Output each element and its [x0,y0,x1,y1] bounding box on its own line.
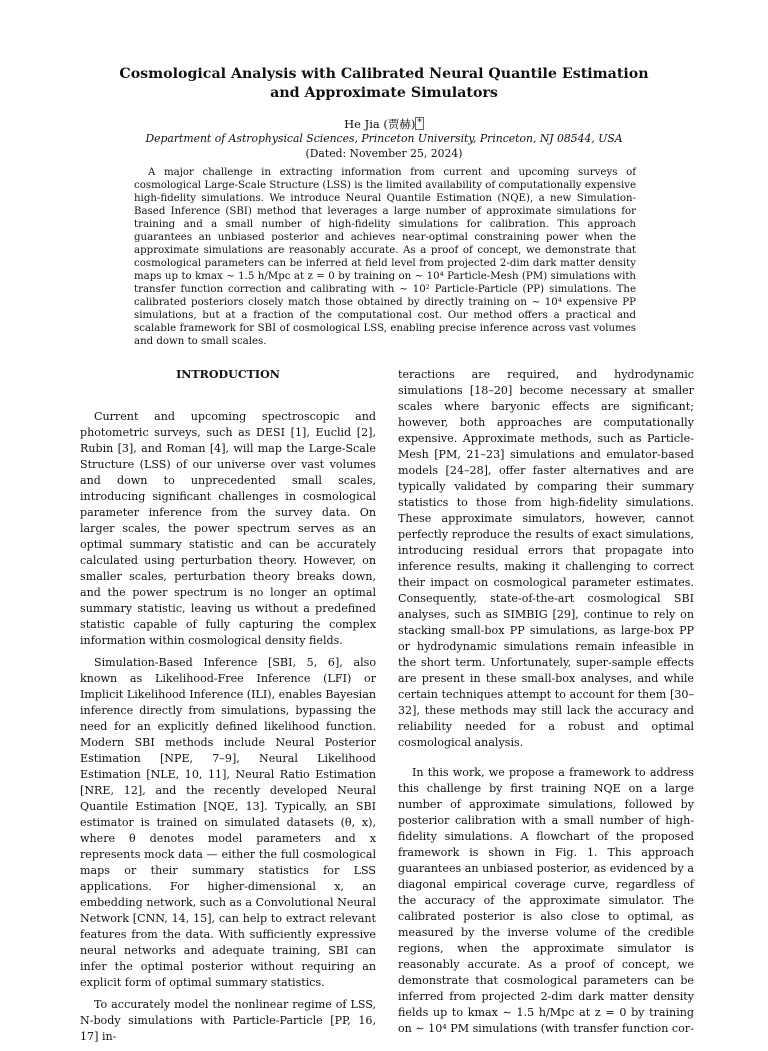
author-footnote-link[interactable]: * [417,118,422,128]
title-line-2: and Approximate Simulators [270,85,498,101]
intro-paragraph-2: Simulation-Based Inference [SBI, 5, 6], also known as Likelihood-Free Inference (LFI) or Implicit Likelihood Inference (ILI), enables Bayesian inference directly from simulations, bypassing the need for an explicitly defined likelihood function. Modern SBI methods include Neural Posterior Estimation [NPE, 7–9], Neural Likelihood Estimation [NLE, 10, 11], Neural Ratio Estimation [NRE, 12], and the recently developed Neural Quantile Estimation [NQE, 13]. Typically, an SBI estimator is trained on simulated datasets (θ, x), where θ denotes model parameters and x represents mock data — either the full cosmological maps or their summary statistics for LSS applications. For higher-dimensional x, an embedding network, such as a Convolutional Neural Network [CNN, 14, 15], can help to extract relevant features from the data. With sufficiently expressive neural networks and adequate training, SBI can infer the optimal posterior without requiring an explicit form of optimal summary statistics. [80,656,376,989]
author-name: He Jia (贾赫) [344,117,416,131]
paper-title [90,65,678,103]
date-line: (Dated: November 25, 2024) [305,147,463,160]
right-column [398,367,694,1043]
left-column [80,367,376,1051]
title-line-1: Cosmological Analysis with Calibrated Neural Quantile Estimation [119,66,649,82]
affiliation: Department of Astrophysical Sciences, Princeton University, Princeton, NJ 08544, USA [145,132,623,145]
section-heading-introduction: INTRODUCTION [176,368,280,381]
intro-paragraph-3-continued: teractions are required, and hydrodynamic simulations [18–20] become necessary at smaller scales where baryonic effects are significant; however, both approaches are computationally expensive. Approximate methods, such as Particle-Mesh [PM, 21–23] simulations and emulator-based models [24–28], offer faster alternatives and are typically validated by comparing their summary statistics to those from high-fidelity simulations. These approximate simulators, however, cannot perfectly reproduce the results of exact simulations, introducing residual errors that propagate into inference results, making it challenging to correct their impact on cosmological parameter estimates. Consequently, state-of-the-art cosmological SBI analyses, such as SIMBIG [29], continue to rely on stacking small-box PP simulations, as large-box PP or hydrodynamic simulations remain infeasible in the short term. Unfortunately, super-sample effects are present in these small-box analyses, and while certain techniques attempt to account for them [30–32], these methods may still lack the accuracy and reliability needed for a robust and optimal cosmological analysis. [398,368,694,749]
intro-paragraph-4: In this work, we propose a framework to address this challenge by first training NQE on a large number of approximate simulations, followed by posterior calibration with a small number of high-fidelity simulations. A flowchart of the proposed framework is shown in Fig. 1. This approach guarantees an unbiased posterior, as evidenced by a diagonal empirical coverage curve, regardless of the accuracy of the approximate simulator. The calibrated posterior is also close to optimal, as measured by the inverse volume of the credible regions, when the approximate simulator is reasonably accurate. As a proof of concept, we demonstrate that cosmological parameters can be inferred from projected 2-dim dark matter density fields up to kmax ∼ 1.5 h/Mpc at z = 0 by training on ∼ 10⁴ PM simulations (with transfer function cor- [398,766,694,1035]
abstract: A major challenge in extracting information from current and upcoming surveys of cosmological Large-Scale Structure (LSS) is the limited availability of computationally expensive high-fidelity simulations. We introduce Neural Quantile Estimation (NQE), a new Simulation-Based Inference (SBI) method that leverages a large number of approximate simulations for training and a small number of high-fidelity simulations for calibration. This approach guarantees an unbiased posterior and achieves near-optimal constraining power when the approximate simulations are reasonably accurate. As a proof of concept, we demonstrate that cosmological parameters can be inferred at field level from projected 2-dim dark matter density maps up to kmax ∼ 1.5 h/Mpc at z = 0 by training on ∼ 10⁴ Particle-Mesh (PM) simulations with transfer function correction and calibrating with ∼ 10² Particle-Particle (PP) simulations. The calibrated posteriors closely match those obtained by directly training on ∼ 10⁴ expensive PP simulations, but at a fraction of the computational cost. Our method offers a practical and scalable framework for SBI of cosmological LSS, enabling precise inference across vast volumes and down to small scales. [134,167,636,347]
intro-paragraph-1: Current and upcoming spectroscopic and photometric surveys, such as DESI [1], Euclid [2], Rubin [3], and Roman [4], will map the Large-Scale Structure (LSS) of our universe over vast volumes and down to unprecedented small scales, introducing significant challenges in cosmological parameter inference from the survey data. On larger scales, the power spectrum serves as an optimal summary statistic and can be accurately calculated using perturbation theory. However, on smaller scales, perturbation theory breaks down, and the power spectrum is no longer an optimal summary statistic, leaving us without a predefined statistic capable of fully capturing the complex information within cosmological density fields. [80,410,376,647]
author [0,117,768,132]
intro-paragraph-3: To accurately model the nonlinear regime of LSS, N-body simulations with Particle-Particle [PP, 16, 17] in- [80,998,376,1043]
